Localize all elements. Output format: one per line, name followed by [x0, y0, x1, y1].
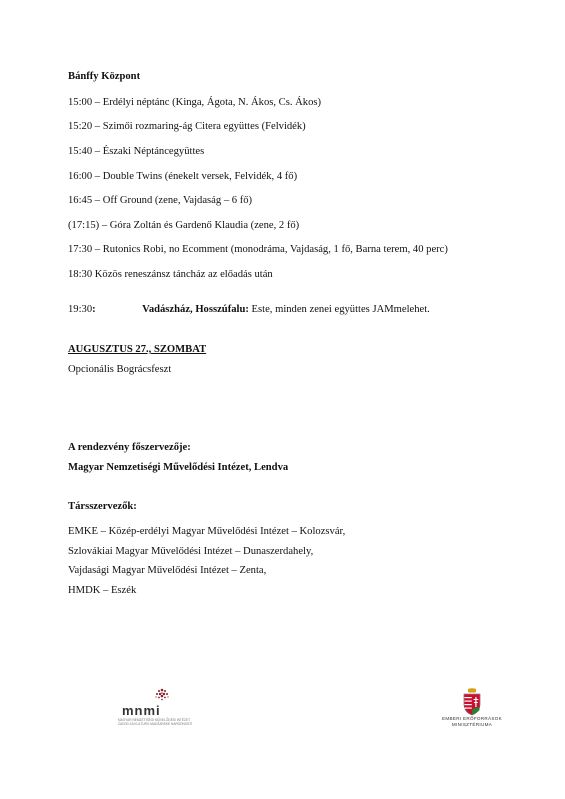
schedule-item: 16:00 – Double Twins (énekelt versek, Felvidék, 4 fő)	[68, 171, 298, 182]
schedule-item: 18:30 Közös reneszánsz táncház az előadás után	[68, 269, 273, 280]
coorganizer-item: EMKE – Közép-erdélyi Magyar Művelődési Intézet – Kolozsvár,	[68, 526, 346, 537]
logo-subtitle-line: MAGYAR NEMZETISÉGI MŰVELŐDÉSI INTÉZET	[118, 718, 191, 722]
coorganizer-item: Vajdasági Magyar Művelődési Intézet – Zenta,	[68, 565, 267, 576]
schedule-item: 15:20 – Szimői rozmaring-ág Citera együttes (Felvidék)	[68, 121, 306, 132]
coorganizer-item: Szlovákiai Magyar Művelődési Intézet – Dunaszerdahely,	[68, 546, 314, 557]
ministry-logo	[432, 688, 512, 728]
evening-colon: :	[92, 304, 96, 315]
schedule-item: 17:30 – Rutonics Robi, no Ecomment (monodráma, Vajdaság, 1 fő, Barna terem, 40 perc)	[68, 244, 448, 255]
logo-wordmark: mnmi	[122, 703, 161, 718]
schedule-item: 16:45 – Off Ground (zene, Vajdaság – 6 fő)	[68, 195, 253, 206]
logo-subtitle-line: ZAVOD ZA KULTURO MADŽARSKE NARODNOSTI	[118, 722, 193, 726]
flower-icon	[152, 687, 172, 703]
ministry-name-line: MINISZTÉRIUMA	[451, 722, 493, 727]
day-heading: AUGUSZTUS 27., SZOMBAT	[68, 344, 207, 355]
schedule-item: 15:40 – Északi Néptáncegyüttes	[68, 146, 205, 157]
evening-program	[68, 303, 430, 316]
venue-heading: Bánffy Központ	[68, 71, 141, 82]
coorganizer-item: HMDK – Eszék	[68, 585, 137, 596]
evening-time: 19:30	[68, 304, 93, 315]
coorganizers-label: Társszervezők:	[68, 501, 137, 512]
logo-subtitle	[118, 718, 218, 726]
ministry-name-line: EMBERI ERŐFORRÁSOK	[441, 716, 503, 721]
organizer-label: A rendezvény főszervezője:	[68, 442, 191, 453]
coat-of-arms-icon	[461, 688, 483, 716]
organizer-name: Magyar Nemzetiségi Művelődési Intézet, Lendva	[68, 462, 289, 473]
schedule-item: (17:15) – Góra Zoltán és Gardenő Klaudia (zene, 2 fő)	[68, 220, 300, 231]
evening-place: Vadászház, Hosszúfalu:	[142, 304, 249, 315]
evening-text: Este, minden zenei együttes JAMmelehet.	[248, 304, 430, 315]
day-text: Opcionális Bográcsfeszt	[68, 364, 172, 375]
schedule-item: 15:00 – Erdélyi néptánc (Kinga, Ágota, N. Ákos, Cs. Ákos)	[68, 97, 322, 108]
